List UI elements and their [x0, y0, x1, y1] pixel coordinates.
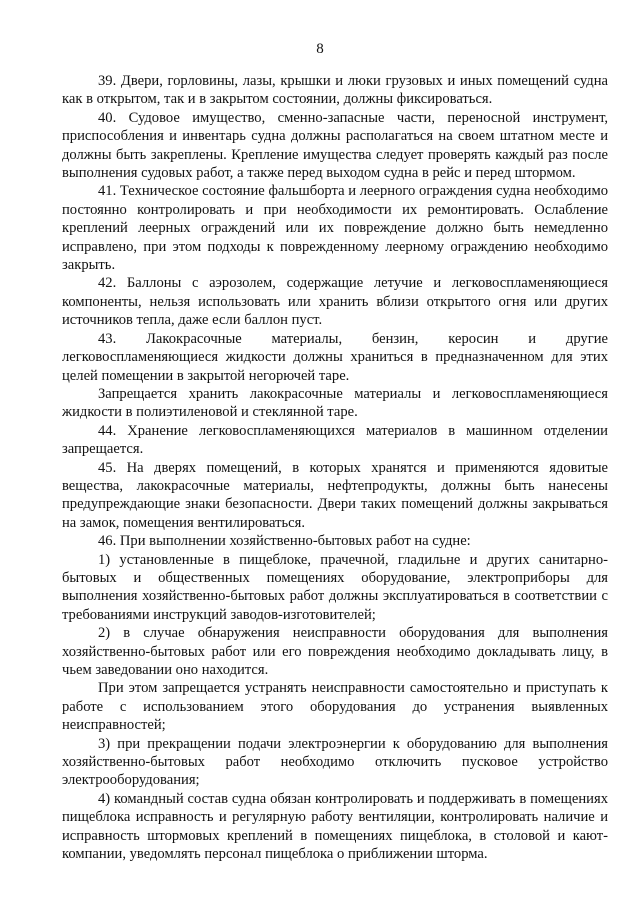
- paragraph-46-item-3: 3) при прекращении подачи электроэнергии к оборудованию для выполнения хозяйственно-бытовых работ необходимо отключить пусковое устройство электрооборудования;: [62, 735, 608, 789]
- document-body: [62, 72, 608, 863]
- paragraph-46: 46. При выполнении хозяйственно-бытовых работ на судне:: [98, 533, 471, 550]
- paragraph-42: 42. Баллоны с аэрозолем, содержащие летучие и легковоспламеняющиеся компоненты, нельзя использовать или хранить вблизи открытого огня или других источников тепла, даже если баллон пуст.: [62, 275, 608, 329]
- paragraph-43: 43. Лакокрасочные материалы, бензин, керосин и другие легковоспламеняющиеся жидкости должны храниться в предназначенном для этих целей помещении в закрытой негорючей таре.: [62, 330, 608, 384]
- paragraph-44: 44. Хранение легковоспламеняющихся материалов в машинном отделении запрещается.: [62, 422, 608, 458]
- paragraph-46-item-2: 2) в случае обнаружения неисправности оборудования для выполнения хозяйственно-бытовых работ или его повреждения необходимо докладывать лицу, в чьем заведовании оно находится.: [62, 625, 608, 678]
- paragraph-41: 41. Техническое состояние фальшборта и леерного ограждения судна необходимо постоянно контролировать и при необходимости их ремонтировать. Ослабление креплений леерных ограждений или их повреждение должно быть немедленно исправлено, при этом подходы к поврежденному леерному ограждению необходимо закрыть.: [62, 183, 608, 274]
- paragraph-46-item-1: 1) установленные в пищеблоке, прачечной, гладильне и других санитарно-бытовых и общественных помещениях оборудование, электроприборы для выполнения хозяйственно-бытовых работ должны эксплуатироваться в соответствии с требованиями инструкций заводов-изготовителей;: [62, 551, 608, 623]
- paragraph-46-item-2-note: При этом запрещается устранять неисправности самостоятельно и приступать к работе с использованием этого оборудования до устранения выявленных неисправностей;: [62, 680, 608, 734]
- paragraph-46-item-4: 4) командный состав судна обязан контролировать и поддерживать в помещениях пищеблока исправность и регулярную работу вентиляции, контролировать наличие и исправность штормовых креплений в помещениях пищеблока, в столовой и кают-компании, уведомлять персонал пищеблока о приближении шторма.: [62, 790, 608, 863]
- paragraph-40: 40. Судовое имущество, сменно-запасные части, переносной инструмент, приспособления и инвентарь судна должны располагаться на своем штатном месте и должны быть закреплены. Крепление имущества следует проверять каждый раз после выполнения судовых работ, а также перед выходом судна в рейс и перед штормом.: [62, 109, 608, 182]
- paragraph-43-note: Запрещается хранить лакокрасочные материалы и легковоспламеняющиеся жидкости в полиэтиленовой и стеклянной таре.: [62, 385, 608, 421]
- page-number: 8: [316, 41, 324, 57]
- paragraph-45: 45. На дверях помещений, в которых хранятся и применяются ядовитые вещества, лакокрасочные материалы, нефтепродукты, должны быть нанесены предупреждающие знаки безопасности. Двери таких помещений должны закрываться на замок, помещения вентилироваться.: [62, 459, 608, 531]
- paragraph-39: 39. Двери, горловины, лазы, крышки и люки грузовых и иных помещений судна как в открытом, так и в закрытом состоянии, должны фиксироваться.: [62, 73, 608, 108]
